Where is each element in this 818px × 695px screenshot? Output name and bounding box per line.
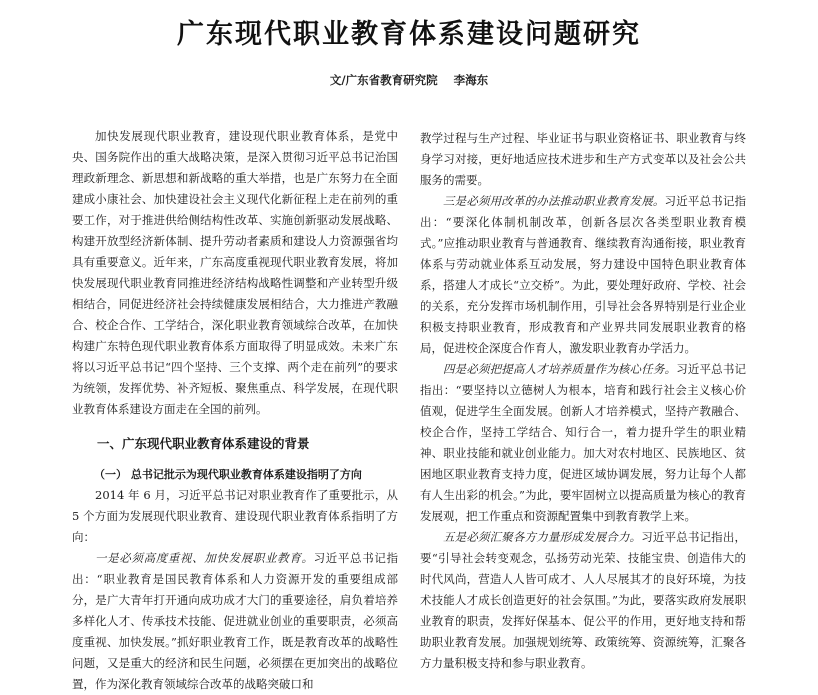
point-four-body: 习近平总书记指出：“要坚持以立德树人为根本，培育和践行社会主义核心价值观，促进学生全面发展。创新人才培养模式，坚持产教融合、校企合作，坚持工学结合、知行合一，着力提升学生的职业精神、职业技能和就业创业能力。加大对农村地区、民族地区、贫困地区职业教育支持力度，促进区域协调发展，努力让每个人都有人生出彩的机会。”为此，要牢固树立以提高质量为核心的教育发展观，把工作重点和资源配置集中到教育教学上来。 xyxy=(420,362,747,523)
point-five-paragraph xyxy=(420,527,746,674)
intro-paragraph: 加快发展现代职业教育，建设现代职业教育体系，是党中央、国务院作出的重大战略决策，是深入贯彻习近平总书记治国理政新理念、新思想和新战略的重大举措，也是广东努力在全面建成小康社会、加快建设社会主义现代化新征程上走在前列的重要工作，对于推进供给侧结构性改革、实施创新驱动发展战略、构建开放型经济新体制、提升劳动者素质和建设人力资源强省均具有重要意义。近年来，广东高度重视现代职业教育发展，将加快发展现代职业教育同推进经济结构战略性调整和产业转型升级相结合，同促进经济社会持续健康发展相结合，大力推进产教融合、校企合作、工学结合，深化职业教育领域综合改革，在加快构建广东特色现代职业教育体系方面取得了明显成效。未来广东将以习近平总书记“四个坚持、三个支撑、两个走在前列”的要求为统领，发挥优势、补齐短板、聚焦重点、科学发展，在现代职业教育体系建设方面走在全国的前列。 xyxy=(72,129,398,416)
byline-author: 李海东 xyxy=(453,73,489,87)
point-three-lead: 三是必须用改革的办法推动职业教育发展。 xyxy=(443,194,665,208)
byline-affiliation: 文/广东省教育研究院 xyxy=(329,73,438,87)
paragraph-2014: 2014 年 6 月，习近平总书记对职业教育作了重要批示，从 5 个方面为发展现代职业教育、建设现代职业教育体系指明了方向： xyxy=(72,488,398,544)
point-one-body: 习近平总书记指出：“职业教育是国民教育体系和人力资源开发的重要组成部分，是广大青年打开通向成功成才大门的重要途径，肩负着培养多样化人才、传承技术技能、促进就业创业的重要职责，必须高度重视、加快发展。”抓好职业教育工作，既是教育改革的战略性问题，又是重大的经济和民生问题，必须摆在更加突出的战略位置，作为深化教育领域综合改革的战略突破口和 xyxy=(72,551,398,691)
point-one-lead: 一是必须高度重视、加快发展职业教育。 xyxy=(95,551,314,565)
point-one-paragraph xyxy=(72,548,398,695)
byline xyxy=(0,72,818,88)
point-five-lead: 五是必须汇聚各方力量形成发展合力。 xyxy=(443,530,642,544)
continuation-paragraph: 教学过程与生产过程、毕业证书与职业资格证书、职业教育与终身学习对接，更好地适应技术进步和生产方式变革以及社会公共服务的需要。 xyxy=(420,131,746,187)
section-heading: 一、广东现代职业教育体系建设的背景 xyxy=(97,436,310,451)
point-four-paragraph xyxy=(420,359,746,527)
article-title: 广东现代职业教育体系建设问题研究 xyxy=(177,19,641,50)
point-four-lead: 四是必须把提高人才培养质量作为核心任务。 xyxy=(443,362,677,376)
point-five-body: 习近平总书记指出，要“引导社会转变观念，弘扬劳动光荣、技能宝贵、创造伟大的时代风尚，营造人人皆可成才、人人尽展其才的良好环境，为技术技能人才成长创造更好的社会氛围。”为此，要落实政府发展职业教育的职责，发挥好保基本、促公平的作用，更好地支持和帮助职业教育发展。加强规划统筹、政策统筹、资源统筹，汇聚各方力量积极支持和参与职业教育。 xyxy=(420,530,746,670)
left-column xyxy=(72,126,398,695)
subsection-heading: （一） 总书记批示为现代职业教育体系建设指明了方向 xyxy=(94,468,362,481)
point-three-paragraph xyxy=(420,191,746,359)
point-three-body: 习近平总书记指出：“要深化体制机制改革，创新各层次各类型职业教育模式。”应推动职业教育与普通教育、继续教育沟通衔接，职业教育体系与劳动就业体系互动发展，努力建设中国特色职业教育体系，搭建人才成长“立交桥”。为此，要处理好政府、学校、社会的关系，充分发挥市场机制作用，引导社会各界特别是行业企业积极支持职业教育，形成教育和产业界共同发展职业教育的格局，促进校企深度合作育人，激发职业教育办学活力。 xyxy=(420,194,747,355)
right-column xyxy=(420,128,746,674)
